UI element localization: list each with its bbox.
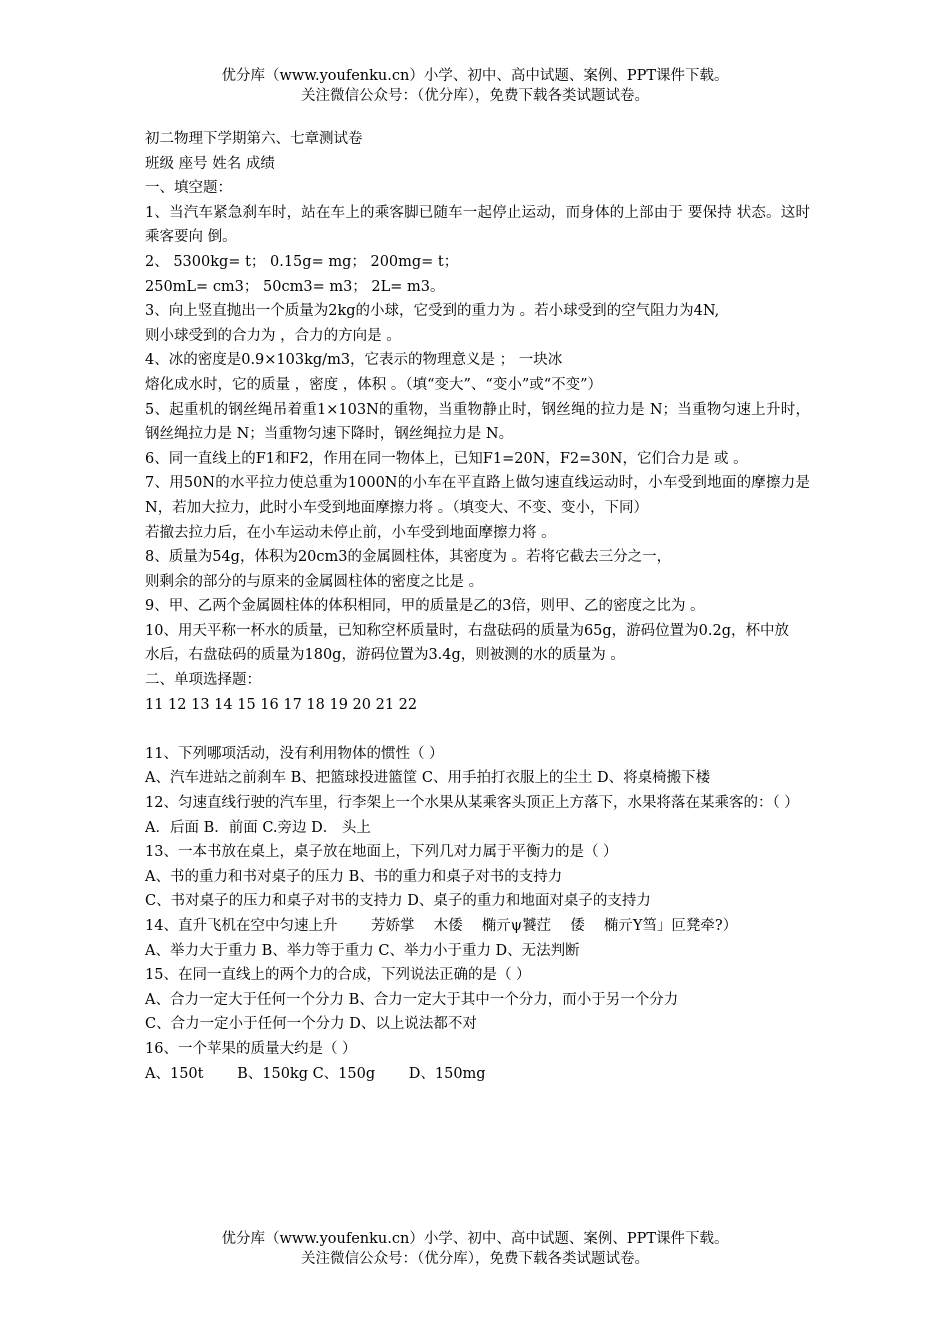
question-15-options-1: A、合力一定大于任何一个分力 B、合力一定大于其中一个分力，而小于另一个分力 xyxy=(145,991,679,1008)
footer-line-2: 关注微信公众号：（优分库），免费下载各类试题试卷。 xyxy=(301,1251,649,1267)
question-15: 15、在同一直线上的两个力的合成，下列说法正确的是（ ） xyxy=(145,967,531,984)
question-10-line-1: 10、用天平称一杯水的质量，已知称空杯质量时，右盘砝码的质量为65g，游码位置为0.2g，杯中放 xyxy=(145,622,790,639)
answer-number-row: 11 12 13 14 15 16 17 18 19 20 21 22 xyxy=(145,696,418,713)
page-header xyxy=(0,66,950,106)
question-4-line-1: 4、冰的密度是0.9×103kg/m3，它表示的物理意义是 ； 一块冰 xyxy=(145,352,563,369)
question-11: 11、下列哪项活动，没有利用物体的惯性（ ） xyxy=(145,745,444,762)
question-11-options: A、汽车进站之前刹车 B、把篮球投进篮筐 C、用手拍打衣服上的尘土 D、将桌椅搬下楼 xyxy=(145,770,711,787)
footer-line-1: 优分库（www.youfenku.cn）小学、初中、高中试题、案例、PPT课件下载。 xyxy=(221,1231,729,1247)
doc-title: 初二物理下学期第六、七章测试卷 xyxy=(145,131,363,147)
question-1: 1、当汽车紧急刹车时，站在车上的乘客脚已随车一起停止运动，而身体的上部由于 要保持 状态。这时乘客要向 倒。 xyxy=(145,204,810,246)
question-14: 14、直升飞机在空中匀速上升 芳娇掌 木倭 椭亓ψ饕茳 倭 椭亓Y筜」叵凳牵?） xyxy=(145,918,738,934)
question-12-options: A．后面 B．前面 C.旁边 D． 头上 xyxy=(145,819,371,836)
question-2-line-1: 2、 5300kg= t； 0.15g= mg； 200mg= t； xyxy=(145,253,459,270)
header-line-1: 优分库（www.youfenku.cn）小学、初中、高中试题、案例、PPT课件下载。 xyxy=(221,68,729,84)
document-body xyxy=(145,127,810,1086)
page-footer xyxy=(0,1229,950,1269)
question-13-options-2: C、书对桌子的压力和桌子对书的支持力 D、桌子的重力和地面对桌子的支持力 xyxy=(145,893,651,910)
section-fill-blank-heading: 一、填空题： xyxy=(145,180,232,197)
header-line-2: 关注微信公众号：（优分库），免费下载各类试题试卷。 xyxy=(301,88,649,104)
question-13-options-1: A、书的重力和书对桌子的压力 B、书的重力和桌子对书的支持力 xyxy=(145,868,563,885)
question-8-line-2: 则剩余的部分的与原来的金属圆柱体的密度之比是 。 xyxy=(145,573,484,590)
question-3-line-1: 3、向上竖直抛出一个质量为2kg的小球，它受到的重力为 。若小球受到的空气阻力为4N, xyxy=(145,303,720,320)
question-8-line-1: 8、质量为54g，体积为20cm3的金属圆柱体，其密度为 。若将它截去三分之一， xyxy=(145,549,672,566)
blank-line xyxy=(145,717,810,742)
question-16-options: A、150t B、150kg C、150g D、150mg xyxy=(145,1065,486,1082)
question-9: 9、甲、乙两个金属圆柱体的体积相同，甲的质量是乙的3倍，则甲、乙的密度之比为 。 xyxy=(145,598,705,615)
question-2-line-2: 250mL= cm3； 50cm3= m3； 2L= m3。 xyxy=(145,278,445,295)
question-16: 16、一个苹果的质量大约是（ ） xyxy=(145,1040,357,1057)
question-6: 6、同一直线上的F1和F2，作用在同一物体上，已知F1=20N，F2=30N，它们合力是 或 。 xyxy=(145,450,748,467)
question-15-options-2: C、合力一定小于任何一个分力 D、以上说法都不对 xyxy=(145,1016,477,1033)
student-info-line: 班级 座号 姓名 成绩 xyxy=(145,155,275,172)
section-choice-heading: 二、单项选择题： xyxy=(145,672,261,689)
question-7-line-1: 7、用50N的水平拉力使总重为1000N的小车在平直路上做匀速直线运动时，小车受到地面的摩擦力是 N，若加大拉力，此时小车受到地面摩擦力将 。（填变大、不变、变小，下同） xyxy=(145,475,810,516)
question-12: 12、匀速直线行驶的汽车里，行李架上一个水果从某乘客头顶正上方落下，水果将落在某乘客的：（ ） xyxy=(145,795,799,812)
question-4-line-2: 熔化成水时，它的质量 ，密度 ，体积 。（填“变大”、“变小”或“不变”） xyxy=(145,376,603,393)
question-5: 5、起重机的钢丝绳吊着重1×103N的重物，当重物静止时，钢丝绳的拉力是 N；当重物匀速上升时，钢丝绳拉力是 N；当重物匀速下降时，钢丝绳拉力是 N。 xyxy=(145,401,810,443)
question-10-line-2: 水后，右盘砝码的质量为180g，游码位置为3.4g，则被测的水的质量为 。 xyxy=(145,647,625,664)
question-3-line-2: 则小球受到的合力为 ，合力的方向是 。 xyxy=(145,327,401,344)
question-14-options: A、举力大于重力 B、举力等于重力 C、举力小于重力 D、无法判断 xyxy=(145,942,580,959)
question-7-line-2: 若撤去拉力后，在小车运动未停止前，小车受到地面摩擦力将 。 xyxy=(145,524,556,541)
question-13: 13、一本书放在桌上，桌子放在地面上，下列几对力属于平衡力的是（ ） xyxy=(145,844,618,861)
